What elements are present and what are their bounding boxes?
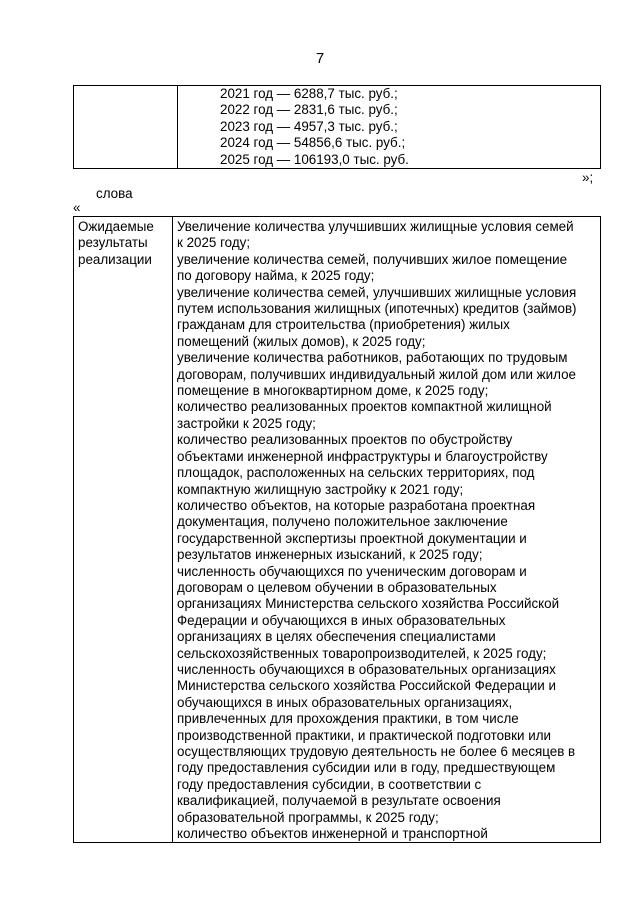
- results-text-line: к 2025 году;: [177, 235, 251, 251]
- results-text-line: увеличение количества семей, улучшивших жилищные условия: [177, 284, 577, 300]
- results-table: [73, 216, 601, 843]
- results-text-line: количество объектов инженерной и транспортной: [177, 826, 488, 842]
- funding-line: 2025 год — 106193,0 тыс. руб.: [220, 151, 409, 167]
- results-text-line: увеличение количества семей, получивших жилое помещение: [177, 251, 568, 267]
- results-text-line: количество реализованных проектов компактной жилищной: [177, 399, 552, 415]
- results-text-line: путем использования жилищных (ипотечных) кредитов (займов): [177, 301, 577, 317]
- results-text-line: результатов инженерных изысканий, к 2025 году;: [177, 547, 483, 563]
- results-text-line: организациях Министерства сельского хозяйства Российской: [177, 596, 560, 612]
- results-text-line: Увеличение количества улучшивших жилищные условия семей: [177, 219, 574, 234]
- results-text-line: договорам, получивших индивидуальный жилой дом или жилое: [177, 366, 576, 382]
- results-text-line: застройки к 2025 году;: [177, 415, 316, 431]
- results-text-line: привлеченных для прохождения практики, в том числе: [177, 711, 519, 727]
- slova-word: слова: [96, 186, 133, 201]
- opening-quote: «: [73, 200, 81, 215]
- results-label-line: Ожидаемые: [78, 219, 154, 234]
- funding-table-label-cell: [74, 86, 178, 169]
- results-text-line: организациях в целях обеспечения специалистами: [177, 629, 496, 645]
- results-text-line: Министерства сельского хозяйства Российской Федерации и: [177, 678, 556, 694]
- results-text-line: производственной практики, и практической подготовки или: [177, 727, 551, 743]
- results-text-line: гражданам для строительства (приобретения) жилых: [177, 317, 510, 333]
- results-text-line: осуществляющих трудовую деятельность не более 6 месяцев в: [177, 744, 576, 759]
- results-text-line: квалификацией, получаемой в результате освоения: [177, 793, 501, 809]
- results-text-line: количество реализованных проектов по обустройству: [177, 432, 513, 448]
- results-text-line: по договору найма, к 2025 году;: [177, 268, 375, 284]
- funding-line: 2024 год — 54856,6 тыс. руб.;: [220, 135, 406, 151]
- results-text-line: площадок, расположенных на сельских территориях, под: [177, 465, 535, 481]
- results-text-line: компактную жилищную застройку к 2021 году;: [177, 481, 464, 497]
- results-label-line: реализации: [78, 251, 152, 267]
- results-text-line: помещений (жилых домов), к 2025 году;: [177, 333, 426, 349]
- results-text-line: Федерации и обучающихся в иных образовательных: [177, 612, 506, 628]
- funding-table: [73, 85, 601, 169]
- page-number: 7: [315, 50, 325, 67]
- results-text-line: государственной экспертизы проектной документации и: [177, 530, 527, 546]
- funding-table-values-cell: [178, 86, 601, 169]
- funding-line: 2021 год — 6288,7 тыс. руб.;: [220, 86, 398, 101]
- results-text-line: году предоставления субсидии, в соответствии с: [177, 776, 482, 792]
- funding-line: 2023 год — 4957,3 тыс. руб.;: [220, 118, 398, 134]
- results-table-text-cell: [173, 217, 601, 843]
- results-text-line: помещение в многоквартирном доме, к 2025 году;: [177, 383, 489, 399]
- results-text-line: увеличение количества работников, работающих по трудовым: [177, 350, 568, 366]
- results-label-line: результаты: [78, 235, 148, 251]
- closing-quote: »;: [582, 170, 594, 185]
- results-text-line: договорам о целевом обучении в образовательных: [177, 579, 497, 595]
- results-text-line: образовательной программы, к 2025 году;: [177, 809, 439, 825]
- results-text-line: обучающихся в иных образовательных организациях,: [177, 694, 513, 710]
- results-text-line: году предоставления субсидии или в году, предшествующем: [177, 760, 556, 776]
- funding-line: 2022 год — 2831,6 тыс. руб.;: [220, 102, 398, 118]
- results-text-line: численность обучающихся по ученическим договорам и: [177, 563, 527, 579]
- results-text-line: сельскохозяйственных товаропроизводителей, к 2025 году;: [177, 645, 547, 661]
- results-text-line: количество объектов, на которые разработана проектная: [177, 497, 536, 513]
- results-text-line: численность обучающихся в образовательных организациях: [177, 661, 556, 677]
- results-text-line: документация, получено положительное заключение: [177, 514, 508, 530]
- results-table-label-cell: [74, 217, 173, 843]
- results-text-line: объектами инженерной инфраструктуры и благоустройству: [177, 448, 548, 464]
